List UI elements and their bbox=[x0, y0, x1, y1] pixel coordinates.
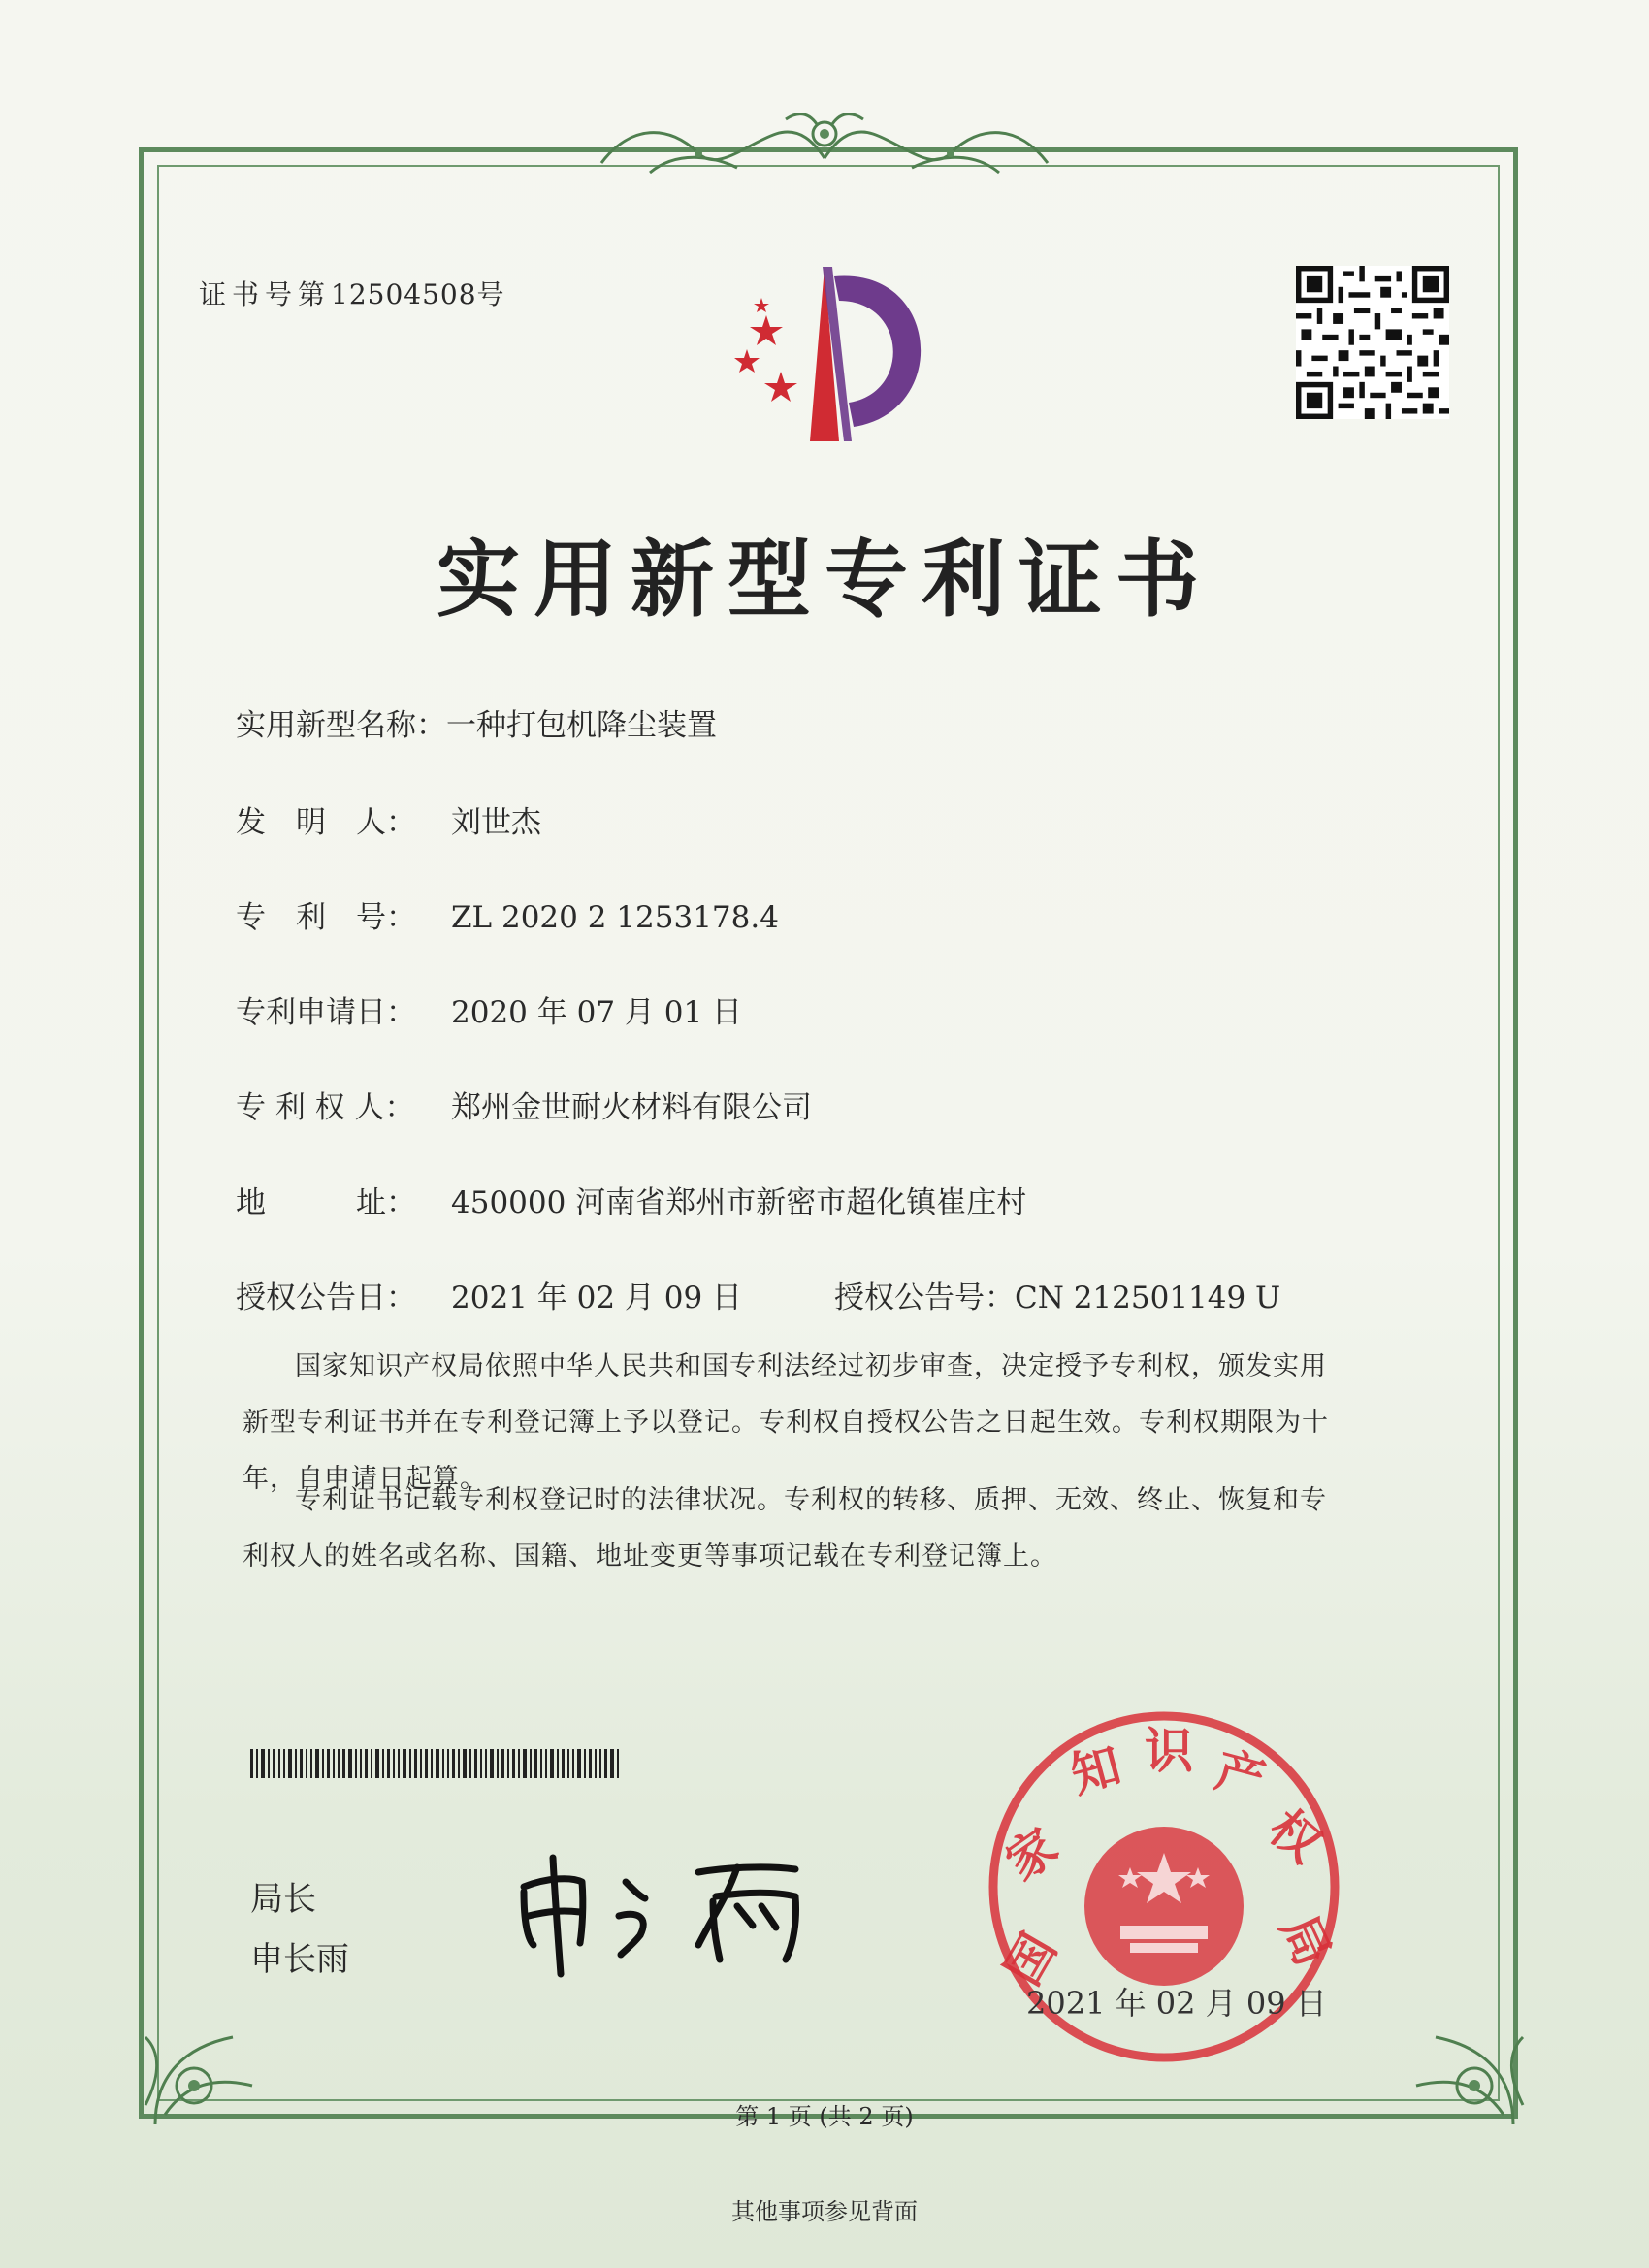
field-grant-date bbox=[236, 1273, 742, 1316]
seal-char: 产 bbox=[1209, 1740, 1272, 1809]
certificate-title: 实用新型专利证书 bbox=[436, 531, 1212, 629]
field-patent-number bbox=[236, 892, 779, 936]
barcode bbox=[250, 1749, 648, 1778]
field-utility-model-name bbox=[236, 700, 717, 744]
legal-paragraph-2-line: 专利证书记载专利权登记时的法律状况。专利权的转移、质押、无效、终止、恢复和专 bbox=[295, 1485, 1327, 1515]
certificate-number-label: 证书号第 bbox=[199, 278, 332, 310]
field-patent-number-label: 专 利 号： bbox=[236, 900, 416, 935]
seal-date: 2021 年 02 月 09 日 bbox=[1026, 1985, 1327, 2022]
field-grant-date-value: 2021 年 02 月 09 日 bbox=[451, 1280, 743, 1315]
field-grant-number bbox=[834, 1273, 1280, 1316]
field-utility-model-name-value: 一种打包机降尘装置 bbox=[446, 708, 717, 743]
seal-char: 知 bbox=[1064, 1735, 1127, 1804]
field-filing-date-value: 2020 年 07 月 01 日 bbox=[451, 995, 743, 1030]
seal-char: 家 bbox=[995, 1816, 1068, 1892]
legal-paragraph-2-line: 利权人的姓名或名称、国籍、地址变更等事项记载在专利登记簿上。 bbox=[242, 1541, 1057, 1571]
field-filing-date-label: 专利申请日： bbox=[236, 995, 416, 1030]
director-title: 局长 bbox=[250, 1880, 316, 1919]
qr-code bbox=[1296, 266, 1449, 419]
field-inventor-label: 发 明 人： bbox=[236, 805, 416, 840]
top-ornament bbox=[592, 105, 1057, 182]
field-patentee-label: 专 利 权 人： bbox=[236, 1090, 415, 1125]
legal-paragraph-1-line: 新型专利证书并在专利登记簿上予以登记。专利权自授权公告之日起生效。专利权期限为十 bbox=[242, 1408, 1329, 1438]
seal-char: 权 bbox=[1258, 1798, 1333, 1874]
legal-paragraph-2 bbox=[242, 1473, 1436, 1585]
certificate-number bbox=[199, 274, 510, 312]
field-utility-model-name-label: 实用新型名称： bbox=[236, 708, 446, 743]
field-patent-number-value: ZL 2020 2 1253178.4 bbox=[451, 900, 779, 935]
field-inventor bbox=[236, 797, 541, 841]
certificate-number-suffix: 号 bbox=[476, 278, 510, 310]
field-address-label: 地 址： bbox=[236, 1185, 416, 1220]
seal-char: 国 bbox=[993, 1924, 1068, 1994]
field-grant-number-value: CN 212501149 U bbox=[1015, 1280, 1281, 1315]
director-name: 申长雨 bbox=[250, 1940, 349, 1979]
field-address bbox=[236, 1178, 1026, 1221]
back-note: 其他事项参见背面 bbox=[731, 2198, 918, 2225]
cnipa-logo-icon bbox=[708, 257, 951, 451]
field-grant-number-label: 授权公告号： bbox=[834, 1280, 1015, 1315]
field-address-value: 450000 河南省郑州市新密市超化镇崔庄村 bbox=[451, 1185, 1027, 1220]
field-grant-date-label: 授权公告日： bbox=[236, 1280, 416, 1315]
seal-char: 局 bbox=[1270, 1906, 1342, 1975]
field-patentee bbox=[236, 1083, 812, 1126]
field-inventor-value: 刘世杰 bbox=[451, 805, 541, 840]
legal-paragraph-1-line: 年，自申请日起算。 bbox=[242, 1464, 487, 1494]
field-filing-date bbox=[236, 988, 742, 1031]
certificate-number-value: 12504508 bbox=[331, 278, 477, 310]
legal-paragraph-1-line: 国家知识产权局依照中华人民共和国专利法经过初步审查，决定授予专利权，颁发实用 bbox=[295, 1351, 1327, 1381]
seal-char: 识 bbox=[1145, 1722, 1193, 1779]
field-patentee-value: 郑州金世耐火材料有限公司 bbox=[451, 1090, 812, 1125]
director-signature bbox=[504, 1838, 854, 1984]
page-info: 第 1 页 (共 2 页) bbox=[735, 2103, 914, 2130]
